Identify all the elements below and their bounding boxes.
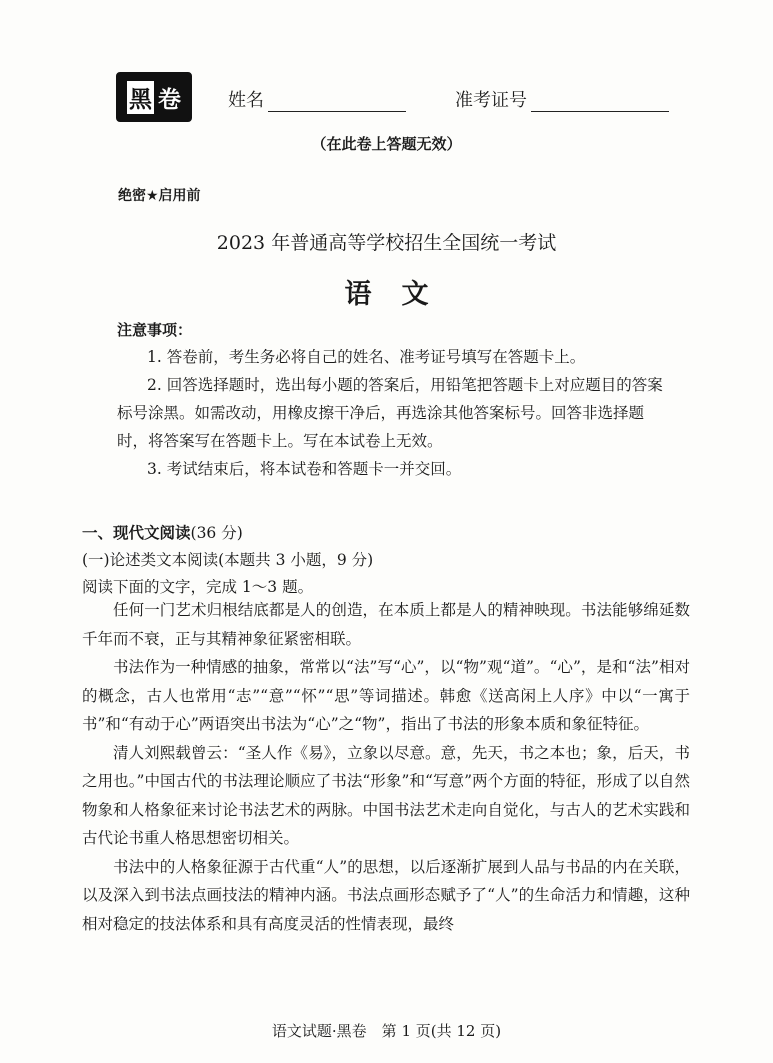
subject-title: 语文 [344,279,459,310]
passage-paragraph: 任何一门艺术归根结底都是人的创造，在本质上都是人的精神映现。书法能够绵延数千年而不衰，正与其精神象征紧密相联。 [82,601,690,648]
page-footer: 语文试题·黑卷 第 1 页(共 12 页) [271,1022,502,1040]
instruction-item: 2. 回答选择题时，选出每小题的答案后，用铅笔把答题卡上对应题目的答案标号涂黑。如需改动，用橡皮擦干净后，再选涂其他答案标号。回答非选择题时，将答案写在答题卡上。写在本试卷上无效。 [117,376,663,450]
exam-title: 2023 年普通高等学校招生全国统一考试 [216,232,557,254]
section-heading [82,521,243,543]
section-title: 一、现代文阅读 [82,524,191,542]
reading-instruction: 阅读下面的文字，完成 1～3 题。 [82,578,314,596]
name-blank [268,93,406,112]
instruction-item: 1. 答卷前，考生务必将自己的姓名、准考证号填写在答题卡上。 [147,348,586,366]
instructions-list [117,343,673,483]
reading-passage [82,596,690,938]
name-label: 姓名 [228,90,264,111]
name-field [228,86,406,112]
secret-label: 绝密★启用前 [118,188,201,204]
brand-logo [116,72,192,122]
logo-char-juan: 卷 [158,86,181,113]
exam-id-field [455,86,669,112]
instruction-item: 3. 考试结束后，将本试卷和答题卡一并交回。 [147,460,462,478]
subsection-heading: (一)论述类文本阅读(本题共 3 小题，9 分) [82,551,374,569]
passage-paragraph: 书法作为一种情感的抽象，常常以“法”写“心”，以“物”观“道”。“心”，是和“法”相对的概念，古人也常用“志”“意”“怀”“思”等词描述。韩愈《送高闲上人序》中以“一寓于书”和“有动于心”两语突出书法为“心”之“物”，指出了书法的形象本质和象征特征。 [82,658,690,733]
instructions-heading: 注意事项： [117,321,193,339]
exam-id-blank [531,93,669,112]
invalid-answer-notice: （在此卷上答题无效） [311,135,462,153]
exam-id-label: 准考证号 [455,90,527,111]
passage-paragraph: 清人刘熙载曾云：“圣人作《易》，立象以尽意。意，先天，书之本也；象，后天，书之用也。”中国古代的书法理论顺应了书法“形象”和“写意”两个方面的特征，形成了以自然物象和人格象征来讨论书法艺术的两脉。中国书法艺术走向自觉化，与古人的艺术实践和古代论书重人格思想密切相关。 [82,743,690,847]
logo-char-hei: 黑 [127,81,154,114]
passage-paragraph: 书法中的人格象征源于古代重“人”的思想，以后逐渐扩展到人品与书品的内在关联，以及深入到书法点画技法的精神内涵。书法点画形态赋予了“人”的生命活力和情趣，这种相对稳定的技法体系和具有高度灵活的性情表现，最终 [82,857,690,933]
section-score: (36 分) [190,524,243,542]
